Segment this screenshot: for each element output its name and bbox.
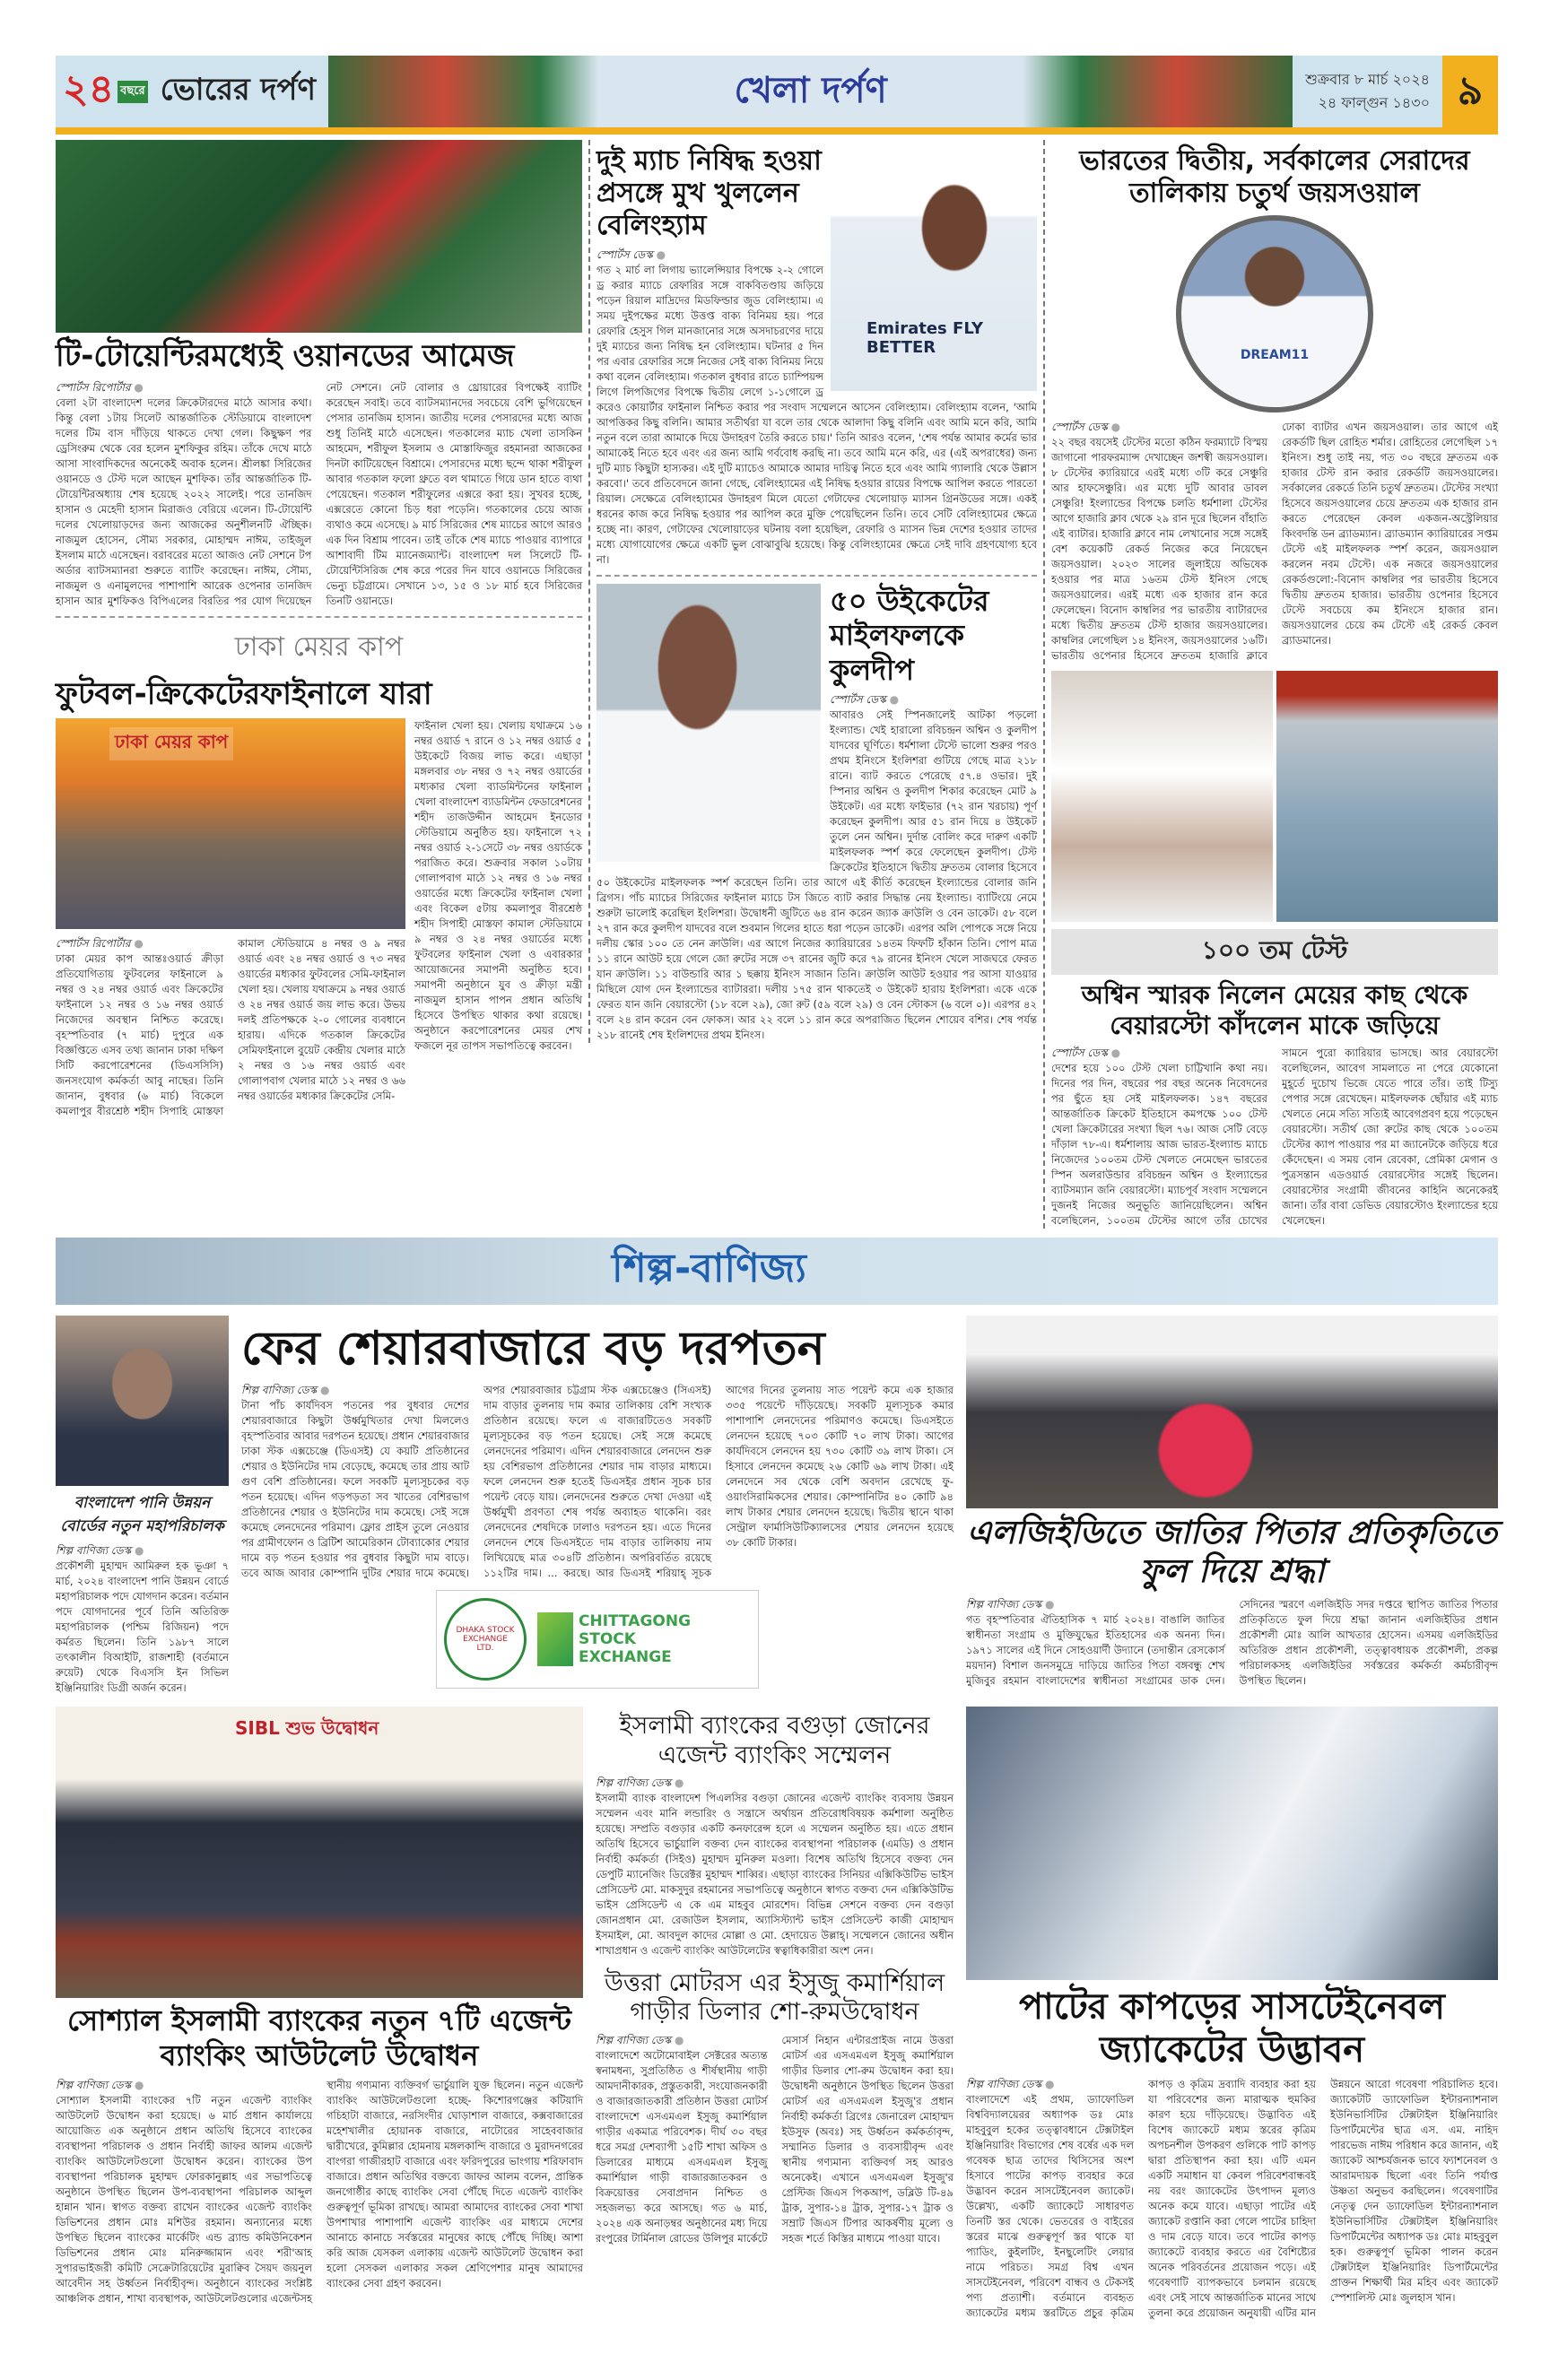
headline-ibbl: ইসলামী ব্যাংকের বগুড়া জোনের এজেন্ট ব্যাংকিং সম্মেলন xyxy=(619,1712,930,1769)
jaiswal-photo xyxy=(1176,215,1373,413)
jersey-sponsor: Emirates FLY BETTER xyxy=(866,319,984,357)
article-body: আবারও সেই স্পিনজালেই আটকা পড়লো ইংল্যান্ড। খেই হারালো রবিচন্দ্রন অশ্বিন ও কুলদীপ যাদবের ঘূর্ণিতে। ধর্মশালা টেস্টে ভালো শুরুর পরও প্রথম ইনিংসে ইংলিশরা গুটিয়ে গেছে মাত্র ২১৮ রানে। ব্যাট করতে পেরেছে ৫৭.৪ ওভার। দুই স্পিনার অশ্বিন ও কুলদীপ শিকার করেছেন মোট ৯ উইকেট। এর মধ্যে ফাইভার (৭২ রান খরচায়) পূর্ণ করেছেন কুলদীপ। আর ৫১ রান দিয়ে ৪ উইকেট তুলে নেন অশ্বিন। দুর্দান্ত বোলিং করে দারুণ একটি মাইলফলক স্পর্শ করে ফেলেছেন কুলদীপ। টেস্ট ক্রিকেটের ইতিহাসে দ্বিতীয় দ্রুততম বোলার হিসেবে ৫০ উইকেটের মাইলফলক স্পর্শ করেছেন তিনি। তার আগে এই কীর্তি করেছেন ইংল্যান্ডের বোলার জনি ব্রিগস। পাঁচ ম্যাচের সিরিজের ফাইনাল ম্যাচে টস জিতে ব্যাট করার সিদ্ধান্ত নেয় ইংল্যান্ড। ব্যাটিংয়ে নেমে শুরুটা ভালোই করেছিল ইংলিশরা। উদ্বোধনী জুটিতে ৬৪ রান করেন জ্যাক ক্রাউলি ও বেন ডাকেট। ৫৮ বলে ২৭ রান করে কুলদীপ যাদবের বলে শুবমান গিলের হাতে ধরা পড়েন ডাকেট। এরপর অলি পোপকে সঙ্গে নিয়ে দলীয় স্কোর ১০০ তে নেন ক্রাউলি। এর আগে নিজের ক্যারিয়ারের ১৪তম ফিফটি হাঁকান তিনি। পোপ মাত্র ১১ রানে আউট হয়ে গেলে জো রুটের সঙ্গে ৩৭ রানের জুটি করে ৭৯ রানের ইনিংস খেলে সাজঘরে ফেরত যান ক্রাউলি। ১১ বাউন্ডারি আর ১ ছক্কায় ইনিংস সাজান তিনি। ক্রাউলি আউট হওয়ার পর আসা যাওয়ার মিছিলে যোগ দেন ইংল্যান্ডের ব্যাটাররা। দলীয় ১৭৫ রান থাকতেই ৩ উইকেট হারায় ইংলিশরা। একে একে ফেরত যান জনি বেয়ারস্টো (১৮ বলে ২৯), জো রুট (৫৯ বলে ২৯) ও বেন স্টোকস (৬ বলে ০)। এরপর ৪২ বলে ২৪ রান করেন বেন ফোকস। আর ২২ বলে ১১ রান করে অপরাজিত ছিলেন শোয়েব বশির। শেষ পর্যন্ত ২১৮ রানেই শেষ ইংলিশদের প্রথম ইনিংস। xyxy=(596,708,1037,1042)
article-t20 xyxy=(56,380,582,609)
article-body: সোশ্যাল ইসলামী ব্যাংকের ৭টি নতুন এজেন্ট ব্যাংকিং আউটলেট উদ্বোধন করা হয়েছে। ৬ মার্চ প্রধান কার্যালয়ে আয়োজিত এক অনুষ্ঠানে প্রধান অতিথি হিসেবে ব্যাংকের ব্যবস্থাপনা পরিচালক ও প্রধান নির্বাহী জাফর আলম এজেন্ট ব্যাংকিং আউটলেটগুলো উদ্বোধন করেন। ব্যাংকের উপ ব্যবস্থাপনা পরিচালক মুহাম্মদ ফোরকানুল্লাহ এর সভাপতিত্বে অনুষ্ঠানে উপস্থিত ছিলেন উপ-ব্যবস্থাপনা পরিচালক আব্দুল হান্নান খান। স্বাগত বক্তব্য রাখেন ব্যাংকের এজেন্ট ব্যাংকিং ডিভিশনের প্রধান মোঃ মশিউর রহমান। অন্যান্যের মধ্যে উপস্থিত ছিলেন ব্যাংকের মার্কেটিং এন্ড ব্র্যান্ড কমিউনিকেশন ডিভিশনের প্রধান মোঃ মনিরুজ্জামান এবং শরী'আহ সুপারভাইজরী কমিটি সেক্রেটারিয়েটের মুরাক্বিব সৈয়দ জয়নুল আবেদীন সহ উর্ধ্বতন নির্বাহীবৃন্দ। অনুষ্ঠানে ব্যাংকের সংশ্লিষ্ট আঞ্চলিক প্রধান, শাখা ব্যবস্থাপক, আউটলেটগুলোর এজেন্টসহ স্থানীয় গণ্যমান্য ব্যক্তিবর্গ ভার্চুয়ালি যুক্ত ছিলেন। নতুন এজেন্ট ব্যাংকিং আউটলেটগুলো হচ্ছে- কিশোরগঞ্জের কটিয়াদি গচিহাটা বাজারে, নরসিংদীর ঘোড়াশাল বাজারে, কক্সবাজারের মহেশখালীর হোয়ানক বাজারে, নাটোরের সাহেববাজার দ্বারীখেরে, কুমিল্লার হোমনায় মঙ্গলকান্দি বাজারে ও মুরাদনগরের বাংগরা গাজীরহাট বাজারে এবং ফরিদপুরের ভাংগায় শরিফাবাদ বাজারে। প্রধান অতিথির বক্তব্যে জাফর আলম বলেন, প্রান্তিক জনগোষ্ঠীর কাছে ব্যাংকিং সেবা পৌঁছে দিতে এজেন্ট ব্যাংকিং গুরুত্বপূর্ণ ভূমিকা রাখছে। আমরা আমাদের ব্যাংকের সেবা শাখা উপশাখার পাশাপাশি এজেন্ট ব্যাংকিং এর মাধ্যমে দেশের আনাচে কানাচে সর্বস্তরের মানুষের কাছে পৌঁছে দিচ্ছি। আশা করি আজ যেসকল এলাকায় এজেন্ট আউটলেট উদ্বোধন করা হলো সেসকল এলাকার সকল শ্রেণিপেশার মানুষ আমাদের ব্যাংকের সেবা গ্রহণ করবেন। xyxy=(56,2078,583,2305)
article-uttara xyxy=(596,2033,954,2246)
article-body: গত বৃহস্পতিবার ঐতিহাসিক ৭ মার্চ ২০২৪। বাঙালি জাতির স্বাধীনতা সংগ্রাম ও মুক্তিযুদ্ধের ইতিহাসের এক অনন্য দিন। ১৯৭১ সালের এই দিনে সোহওয়ার্দী উদ্যানে (তদান্তীন রেসকোর্স ময়দান) বিশাল জনসমুদ্রে দাড়িয়ে জাতির পিতা বঙ্গবন্ধু শেখ মুজিবুর রহমান বাংলাদেশের স্বাধীনতা সংগ্রামের ডাক দেন। সেদিনের স্মরণে এলজিইডি সদর দপ্তরে স্থাপিত জাতির পিতার প্রতিকৃতিতে ফুল দিয়ে শ্রদ্ধা জানান এলজিইডির প্রধান প্রকৌশলী মোঃ আলি আখতার হোসেন। এসময় এলজিইডির অতিরিক্ত প্রধান প্রকৌশলী, তত্ত্বাবধায়ক প্রকৌশলী, প্রকল্প পরিচালকসহ এলজিইডির সর্বস্তরের কর্মকর্তা কর্মচারীবৃন্দ উপস্থিত ছিলেন। xyxy=(966,1597,1498,1687)
byline: স্পোর্টস ডেস্ক ● xyxy=(830,693,899,706)
article-body: টানা পাঁচ কার্যদিবস পতনের পর বুধবার দেশের শেয়ারবাজারে কিছুটা উর্ধ্বমুখিতার দেখা মিললেও বৃহস্পতিবার আবার দরপতন হয়েছে। প্রধান শেয়ারবাজার ঢাকা স্টক এক্সচেঞ্জে (ডিএসই) যে কয়টি প্রতিষ্ঠানের শেয়ার ও ইউনিটের দাম বেড়েছে, কমেছে তার প্রায় আট গুণ বেশি প্রতিষ্ঠানের। ফলে সবকটি মূল্যসূচকের বড় পতন হয়েছে। এদিন গড়পড়তা সব খাতের বেশিরভাগ প্রতিষ্ঠানের শেয়ার ও ইউনিটের দাম কমেছে। সেই সঙ্গে কমেছে লেনদেনের পরিমাণ। ফ্লোর প্রাইস তুলে নেওয়ার পর গ্রামীণফোন ও ব্রিটিশ আমেরিকান টোব্যাকোর শেয়ার দামে বড় পতন হওয়ার পর বুধবার কিছুটা দাম বাড়ে। তবে আজ আবার কোম্পানি দুটির শেয়ার দামে কমেছে। অপর শেয়ারবাজার চট্টগ্রাম স্টক এক্সচেঞ্জেও (সিএসই) দাম বাড়ার তুলনায় দাম কমার তালিকায় বেশি সংখ্যক প্রতিষ্ঠান রয়েছে। ফলে এ বাজারটিতেও সবকটি মূল্যসূচকের বড় পতন হয়েছে। সেই সঙ্গে কমেছে লেনদেনের পরিমাণ। এদিন শেয়ারবাজারে লেনদেন শুরু হয় বেশিরভাগ প্রতিষ্ঠানের শেয়ার দাম বাড়ার মাধ্যমে। ফলে লেনদেন শুরু হতেই ডিএসইর প্রধান সূচক চার পয়েন্ট বেড়ে যায়। লেনদেনের শুরুতে দেখা দেওয়া এই উর্ধ্বমুখী প্রবণতা শেষ পর্যন্ত অব্যাহত থাকেনি। বরং লেনদেনের শেষদিকে ঢালাও দরপতন হয়। এতে দিনের লেনদেন শেষে ডিএসইতে দাম বাড়ার তালিকায় নাম লিখিয়েছে মাত্র ৩০৪টি প্রতিষ্ঠান। অপরিবর্তিত রয়েছে ১১২টির দাম। ... করছে। আর ডিএসই শরিয়াহ্ সূচক আগের দিনের তুলনায় সাত পয়েন্ট কমে এক হাজার ৩৩৫ পয়েন্টে দাঁড়িয়েছে। সবকটি মূল্যসূচক কমার পাশাপাশি লেনদেনের পরিমাণও কমেছে। ডিএসইতে লেনদেন হয়েছে ৭০৩ কোটি ৭০ লাখ টাকা। আগের কার্যদিবসে লেনদেন হয় ৭৩০ কোটি ৩৯ লাখ টাকা। সে হিসাবে লেনদেন কমেছে ২৬ কোটি ৬৯ লাখ টাকা। এই লেনদেনে সব থেকে বেশি অবদান রেখেছে ফু-ওয়াংসিরামিকসের শেয়ার। কোম্পানিটির ৪০ কোটি ৯৪ লাখ টাকার শেয়ার লেনদেন হয়েছে। দ্বিতীয় স্থানে থাকা সেন্ট্রাল ফার্মাসিউটিক্যালসের শেয়ার লেনদেন হয়েছে ৩৮ কোটি টাকার। xyxy=(241,1383,954,1579)
article-mayor-cup xyxy=(56,936,405,1119)
sibl-banner-text: SIBL শুভ উদ্বোধন xyxy=(235,1717,379,1740)
business-row-1 xyxy=(56,1316,1498,1696)
jute-jacket-photo xyxy=(966,1707,1498,1980)
byline: শিল্প বাণিজ্য ডেস্ক ● xyxy=(596,2034,684,2046)
byline: শিল্প বাণিজ্য ডেস্ক ● xyxy=(596,1776,684,1789)
sports-column-3 xyxy=(1043,140,1498,1229)
sports-column-1 xyxy=(56,140,588,1119)
article-body: ঢাকা মেয়র কাপ আন্তঃওয়ার্ড ক্রীড়া প্রতিযোগিতায় ফুটবলের ফাইনালে ৯ নম্বর ও ২৪ নম্বর ওয়ার্ড এবং ক্রিকেটের ফাইনালে ১২ নম্বর ও ১৬ নম্বর ওয়ার্ড নিজেদের অবস্থান নিশ্চিত করেছে। বৃহস্পতিবার (৭ মার্চ) দুপুরে এক বিজ্ঞপ্তিতে এসব তথ্য জানান ঢাকা দক্ষিণ সিটি করপোরেশনের (ডিএসসিসি) জনসংযোগ কর্মকর্তা আবু নাছের। তিনি জানান, বুধবার (৬ মার্চ) বিকেলে কমলাপুর বীরশ্রেষ্ঠ শহীদ সিপাহি মোস্তফা কামাল স্টেডিয়ামে ৪ নম্বর ও ৯ নম্বর ওয়ার্ড এবং ২৪ নম্বর ওয়ার্ড ও ৭৩ নম্বর ওয়ার্ডের মধ্যকার ফুটবলের সেমি-ফাইনাল খেলা হয়। খেলায় যথাক্রমে ৯ নম্বর ওয়ার্ড ও ২৪ নম্বর ওয়ার্ড জয় লাভ করে। উভয় দলই প্রতিপক্ষকে ২-০ গোলের ব্যবধানে হারায়। এদিকে গতকাল ক্রিকেটের সেমিফাইনালে বুয়েট কেন্দ্রীয় খেলার মাঠে ২ নম্বর ও ১৬ নম্বর ওয়ার্ড এবং গোলাপবাগ খেলার মাঠে ১২ নম্বর ও ৬৬ নম্বর ওয়ার্ডের মধ্যকার ক্রিকেটের সেমি- xyxy=(56,936,405,1117)
headline-share-market: ফের শেয়ারবাজারে বড় দরপতন xyxy=(241,1322,825,1377)
date-bengali: ২৪ ফাল্গুন ১৪৩০ xyxy=(1318,94,1430,111)
article-body: দেশের হয়ে ১০০ টেস্ট খেলা চাট্টিখানি কথা নয়। দিনের পর দিন, বছরের পর বছর অনেক নিবেদনের পর ছুঁতে হয় সেই মাইলফলক। ১৪৭ বছরের আন্তর্জাতিক ক্রিকেট ইতিহাসে কমপক্ষে ১০০ টেস্ট খেলা ক্রিকেটারের সংখ্যা ছিল ৭৬। আজ সেটি বেড়ে দাঁড়াল ৭৮-এ। ধর্মশালায় আজ ভারত-ইংল্যান্ড ম্যাচে নিজেদের ১০০তম টেস্ট খেলতে নেমেছেন ভারতের স্পিন অলরাউন্ডার রবিচন্দ্রন অশ্বিন ও ইংল্যান্ডের ব্যাটসম্যান জনি বেয়ারস্টো। ম্যাচপূর্ব সংবাদ সম্মেলনে দুজনই নিজের অনুভূতি জানিয়েছিলেন। অশ্বিন বলেছিলেন, ১০০তম টেস্টের আগে তাঁর চোখের সামনে পুরো ক্যারিয়ার ভাসছে। আর বেয়ারস্টো বলেছিলেন, আবেগ সামলাতে না পেরে যেকোনো মুহূর্তে দুচোখ ভিজে যেতে পারে তাঁর। তাই টিস্যু পেপার সঙ্গে রেখেছেন। মাইলফলক ছোঁয়ার এই ম্যাচ খেলতে নেমে সত্যি সত্যিই আবেগপ্রবণ হয়ে পড়েছেন বেয়ারস্টো। সতীর্থ জো রুটের কাছ থেকে ১০০তম টেস্টের ক্যাপ পাওয়ার পর মা জ্যানেটকে জড়িয়ে ধরে কেঁদেছেন। এ সময় বোন রেবেকা, প্রেমিকা মেগান ও পুত্রসন্তান এডওয়ার্ড বেয়ারস্টোর সঙ্গেই ছিলেন। বেয়ারস্টোর সংগ্রামী জীবনের কাহিনি অনেকেরই জানা। তাঁর বাবা ডেভিড বেয়ারস্টোও ইংল্যান্ডের হয়ে খেলেছেন। xyxy=(1051,1047,1498,1228)
headline-ashwin: অশ্বিন স্মারক নিলেন মেয়ের কাছ থেকে বেয়ারস্টো কাঁদলেন মাকে জড়িয়ে xyxy=(1081,980,1468,1040)
years-label: বছরে xyxy=(118,81,148,103)
byline: স্পোর্টস ডেস্ক ● xyxy=(1051,1047,1120,1059)
article-lged xyxy=(966,1597,1498,1689)
article-body: বাংলাদেশে অটোমোবাইল সেক্টরের অত্যন্ত স্বনামধন্য, সুপ্রতিষ্ঠিত ও শীর্ষস্থানীয় গাড়ী আমদানীকারক, প্রস্তুতকারী, সংযোজনকারী ও বাজারজাতকারী প্রতিষ্ঠান উত্তরা মোটর্স বাংলাদেশে এসএমএল ইসুজু কমার্শিয়াল গাড়ীর একমাত্র পরিবেশক। দীর্ঘ ৩০ বছর ধরে সমগ্র দেশব্যাপী ১৫টি শাখা অফিস ও ডিলারের মাধ্যমে এসএমএল ইসুজু কমার্শিয়াল গাড়ী বাজারজাতকরন ও বিক্রয়োত্তর সেবাপ্রদান নিশ্চিত ও সহজলভ্য করে আসছে। গত ৬ মার্চ, ২০২৪ এক অনাড়ম্বর অনুষ্ঠানের মধ্য দিয়ে রংপুরের টার্মিনাল রোডের উলিপুর মার্কেটে মেসার্স নিহান এন্টারপ্রাইজ নামে উত্তরা মোটর্স এর এসএমএল ইসুজু কমার্শিয়াল গাড়ীর ডিলার শো-রুম উদ্বোধন করা হয়। উদ্বোধনী অনুষ্ঠানে উপস্থিত ছিলেন উত্তরা মোটর্স এর এসএমএল ইসুজু'র প্রধান নির্বাহী কর্মকর্তা ব্রিগেঃ জেনারেল মোহাম্মদ ইউসুফ (অবঃ) সহ উর্ধ্বতন কর্মকর্তাবৃন্দ, সম্মানিত ডিলার ও ব্যবসায়ীবৃন্দ এবং স্থানীয় গণ্যমান্য ব্যক্তিবর্গ সহ আরও অনেকেই। এখানে এসএমএল ইসুজু'র প্রেস্টিজ জিএস পিকআপ, ডব্লিউ টি-৪৯ ট্রাক, সুপার-১৪ ট্রাক, সুপার-১৭ ট্রাক ও সম্রাট জিএস টিপার আকর্ষণীয় মূল্যে ও সহজ শর্তে কিস্তির মাধ্যমে পাওয়া যাবে। xyxy=(596,2033,954,2245)
headline-uttara: উত্তরা মোটরস এর ইসুজু কমার্শিয়াল গাড়ীর ডিলার শো-রুমউদ্বোধন xyxy=(604,1968,945,2027)
kicker-100th-test: ১০০ তম টেস্ট xyxy=(1051,929,1498,975)
mayor-cup-left xyxy=(56,718,405,1119)
share-column xyxy=(235,1316,960,1688)
section-banner xyxy=(328,56,1293,127)
ibbl-uttara-column xyxy=(589,1707,960,2246)
jute-column xyxy=(960,1707,1498,2321)
article-ibbl xyxy=(596,1776,954,1959)
page-number: ৯ xyxy=(1442,56,1498,127)
byline: শিল্প বাণিজ্য ডেস্ক ● xyxy=(241,1384,329,1396)
100th-test-photos xyxy=(1051,671,1498,922)
masthead xyxy=(56,56,1498,135)
article-body: বাংলাদেশে এই প্রথম, ড্যাফোডিল বিশ্ববিদ্যালয়েরর অধ্যাপক ডঃ মোঃ মাহবুবুল হকের তত্ত্বাবধানে টেক্সটাইল ইঞ্জিনিয়ারিং বিভাগের শেষ বর্ষের এক দল গবেষক ছাত্র তাদের থিসিসের অংশ হিসাবে পাটের কাপড় ব্যবহার করে উদ্ভাবন করেন সাসটেইনেবল জ্যাকেট। উল্লেখ্য, একটি জ্যাকেটে সাধারণত তিনটি স্তর থেকে। ভেতরের ও বাইরের স্তরের মাঝে গুরুত্বপূর্ণ স্তর থাকে যা প্যাডিং, কুইলটিং, ইনছুলেটিং লেয়ার নামে পরিচত। সমগ্র বিশ্ব এখন সাসটেইনেবল, পরিবেশ বান্ধব ও টেকসই পণ্য প্রত্যাশী। বর্তমানে ব্যবহৃত জ্যাকেটের মধ্যম স্তরটিতে প্রচুর কৃত্রিম কাপড় ও কৃত্রিম দ্রব্যাদি ব্যবহার করা হয় যা পরিবেশের জন্য মারাত্মক হুমকির কারণ হয়ে দাঁড়িয়েছে। উদ্ভাবিত এই বিশেষ জ্যাকেটে মধ্যম স্তরের কৃত্রিম অপচনশীল উপকরণ গুলিকে পাট কাপড় দ্বারা প্রতিস্থাপন করা হয়। এটি এমন একটি সমাধান যা কেবল পরিবেশবান্ধবই নয় বরং জ্যাকেটের উৎপাদন মূল্যও অনেক কমে যাবে। এছাড়া পাটের এই জ্যাকেট রপ্তানি করা গেলে পাটের চাহিদা ও দাম বেড়ে যাবে। তবে পাটের কাপড় জ্যাকেটে ব্যবহার করতে এর বৈশিষ্ট্যের অনেক পরিবর্তনের প্রয়োজন পড়ে। এই গবেষণাটি ব্যাপকভাবে চলমান রয়েছে এবং সেই সাথে আন্তর্জাতিক মানের সাথে তুলনা করে প্রয়োজন অনুযায়ী এটির মান উন্নয়নে আরো গবেষণা পরিচালিত হবে। জ্যাকেটটি ড্যাফোডিল ইন্টারন্যাশনাল ইউনিভার্সিটির টেক্সটাইল ইঞ্জিনিয়ারিং ডিপার্টমেন্টের ছাত্র এস. এম. নাহিদ পারভেজ নাঈম পরিধান করে জানান, এই জ্যাকেট আশ্চর্যজনক ভাবে ফ্যাশনেবল ও আরামদায়ক ছিলো এবং তিনি পর্যাপ্ত উষ্ণতা অনুভব করছিলেন। গবেষণাটির নেতৃত্ব দেন ড্যাফোডিল ইন্টারন্যাশনাল ইউনিভার্সিটির টেক্সটাইল ইঞ্জিনিয়ারিং ডিপার্টমেন্টের অধ্যাপক ডঃ মোঃ মাহবুবুল হক। গুরুত্বপূর্ণ ভূমিকা পালন করেন টেক্সটাইল ইঞ্জিনিয়ারিং ডিপার্টমেন্টের প্রাক্তন শিক্ষার্থী মির মহিব এবং জ্যাকেট স্পেশালিস্ট মোঃ জুলহাস খান। xyxy=(966,2078,1498,2320)
anniversary-logo xyxy=(56,59,148,125)
byline: শিল্প বাণিজ্য ডেস্ক ● xyxy=(966,2078,1054,2090)
date-gregorian: শুক্রবার ৮ মার্চ ২০২৪ xyxy=(1305,71,1430,88)
jersey-sponsor: DREAM11 xyxy=(1240,348,1310,362)
section-divider xyxy=(56,616,582,618)
article-jaiswal xyxy=(1051,420,1498,664)
byline: শিল্প বাণিজ্য ডেস্ক ● xyxy=(966,1598,1054,1611)
article-body: ইসলামী ব্যাংক বাংলাদেশ পিএলসির বগুড়া জোনের এজেন্ট ব্যাংকিং ব্যবসায় উন্নয়ন সম্মেলন এবং মানি লন্ডারিং ও সন্ত্রাসে অর্থায়ন প্রতিরোধবিষয়ক কর্মশালা অনুষ্ঠিত হয়েছে। সম্প্রতি বগুড়ার একটি কনফারেন্স হলে এ সম্মেলন অনুষ্ঠিত হয়। এতে প্রধান অতিথি হিসেবে ভার্চুয়ালি বক্তব্য দেন ব্যাংকের ব্যবস্থাপনা পরিচালক (এমডি) ও প্রধান নির্বাহী কর্মকর্তা (সিইও) মুহাম্মদ মুনিরুল মওলা। বিশেষ অতিথি হিসেবে বক্তব্য দেন ডেপুটি ম্যানেজিং ডিরেক্টর মুহাম্মদ শাব্বির। এছাড়া ব্যাংকের সিনিয়র এক্সিকিউটিভ ভাইস প্রেসিডেন্ট মো. মাকসুদুর রহমানের সভাপতিত্বে অনুষ্ঠানে স্বাগত বক্তব্য দেন এক্সিকিউটিভ ভাইস প্রেসিডেন্ট এ কে এম মাহবুব মোরশেদ। বিভিন্ন সেশনে বক্তব্য দেন বগুড়া জোনপ্রধান মো. রেজাউল ইসলাম, অ্যাসিস্ট্যান্ট ভাইস প্রেসিডেন্ট কাজী মোহাম্মদ ইসমাইল, মো. আবদুল কাদের মোল্লা ও মো. হেদায়েত উল্লাহ্। সম্মেলনে জোনের অধীন শাখাপ্রধান ও এজেন্ট ব্যাংকিং আউটলেটের স্বত্বাধিকারীরা অংশ নেন। xyxy=(596,1791,954,1957)
newspaper-page xyxy=(56,0,1498,2321)
headline-kuldeep: ৫০ উইকেটের মাইলফলকে কুলদীপ xyxy=(830,584,989,687)
article-body: প্রকৌশলী মুহাম্মদ আমিরুল হক ভূঞা ৭ মার্চ, ২০২৪ বাংলাদেশ পানি উন্নয়ন বোর্ডে মহাপরিচালক পদে যোগদান করেন। বর্তমান পদে যোগদানের পূর্বে তিনি অতিরিক্ত মহাপরিচালক (পশ্চিম রিজিয়ন) পদে কর্মরত ছিলেন। তিনি ১৯৮৭ সালে তৎকালীন বিআইটি, রাজশাহী (বর্তমানে রুয়েট) থেকে বিএসসি ইন সিভিল ইঞ্জিনিয়ারিং ডিগ্রী অর্জন করেন। xyxy=(56,1559,229,1695)
headline-bellingham: দুই ম্যাচ নিষিদ্ধ হওয়া প্রসঙ্গে মুখ খুললেন বেলিংহ্যাম xyxy=(596,145,822,241)
photo-banner-text: ঢাকা মেয়র কাপ xyxy=(109,727,233,760)
bairstow-photo xyxy=(1276,671,1498,922)
article-body: ২২ বছর বয়সেই টেস্টের মতো কঠিন ফরম্যাটে বিস্ময় জাগানো পারফরম্যান্স দেখাচ্ছেন জশস্বী জয়সওয়াল। ৮ টেস্টের ক্যারিয়ারে এরই মধ্যে ৩টি করে সেঞ্চুরি আর হাফসেঞ্চুরি। এর মধ্যে দুটি আবার ডাবল সেঞ্চুরি! ইংল্যান্ডের বিপক্ষে চলতি ধর্মশালা টেস্টের আগে হাজারি ক্লাব থেকে ২৯ রান দূরে ছিলেন বাঁহাতি এই ব্যাটার। হাজারি ক্লাবে নাম লেখানোর সঙ্গে সঙ্গেই বেশ কয়েকটি রেকর্ড নিজের করে নিয়েছেন জয়সওয়াল। ২০২৩ সালের জুলাইয়ে অভিষেক হওয়ার পর মাত্র ১৬তম টেস্ট ইনিংস গেছে জয়সওয়ালের। এরই মধ্যে এক হাজার রান করে ফেলেছেন। বিনোদ কাম্বলির পর ভারতীয় ব্যাটারদের মধ্যে দ্বিতীয় দ্রুততম টেস্ট হাজার জয়সওয়ালের। কাম্বলির লেগেছিল ১৪ ইনিংস, জয়সওয়ালের ১৬টি। ভারতীয় ওপেনার হিসেবে দ্রুততম হাজারি ক্লাবে ঢোকা ব্যাটার এখন জয়সওয়াল। তার আগে এই রেকর্ডটি ছিল রোহিত শর্মার। রোহিতের লেগেছিল ১৭ ইনিংস। শুধু তাই নয়, গত ৩০ বছরে দ্রুততম এক হাজার টেস্ট রান করার রেকর্ডটি জয়সওয়ালের। সর্বকালের রেকর্ডে তিনি চতুর্থ দ্রুততম। টেস্টের সংখ্যা হিসেবে জয়সওয়ালের চেয়ে দ্রুততম এক হাজার রান করতে পেরেছেন কেবল একজন-অস্ট্রেলিয়ার কিংবদন্তি ডন ব্র্যাডম্যান। ব্র্যাডম্যান ক্যারিয়ারের সপ্তম টেস্টে এই মাইলফলক স্পর্শ করেন, জয়সওয়াল করলেন নবম টেস্টে। এক নজরে জয়সওয়ালের রেকর্ডগুলো:-বিনোদ কাম্বলির পর ভারতীয় হিসেবে দ্বিতীয় দ্রুততম হাজার। ভারতীয় ওপেনার হিসেবে টেস্টে সবচেয়ে কম ইনিংসে হাজার রান। জয়সওয়ালের চেয়ে কম টেস্টে এই রেকর্ড কেবল ব্র্যাডমানের। xyxy=(1051,421,1498,662)
jaiswal-photo-wrap xyxy=(1051,215,1498,413)
sports-column-2 xyxy=(588,140,1043,1043)
article-ashwin xyxy=(1051,1046,1498,1229)
business-section-banner xyxy=(56,1238,1498,1305)
section-title: খেলা দর্পণ xyxy=(726,62,896,122)
years-number: ২৪ xyxy=(63,65,115,112)
business-row-2 xyxy=(56,1707,1498,2321)
article-sibl xyxy=(56,2078,583,2306)
stock-exchange-logos xyxy=(436,1590,759,1689)
bwdb-caption: বাংলাদেশ পানি উন্নয়ন বোর্ডের নতুন মহাপরিচালক xyxy=(60,1494,224,1536)
article-bwdb xyxy=(56,1543,229,1696)
article-body: গত ২ মার্চ লা লিগায় ভ্যালেন্সিয়ার বিপক্ষে ২-২ গোলে ড্র করার ম্যাচে রেফারির সঙ্গে বাকবিতণ্ডায় জড়িয়ে পড়েন রিয়াল মাদ্রিদের মিডফিল্ডার জুড বেলিংহ্যাম। এ সময় দুইপক্ষের মধ্যে উত্তপ্ত বাক্য বিনিময় হয়। পরে রেফারি হেসুস গিল মানজানোর সঙ্গে অসদাচরণের দায়ে দুই ম্যাচের জন্য নিষিদ্ধ হন বেলিংহ্যাম। ঘটনার ৫ দিন পর এবার রেফারির সঙ্গে নিজের সেই বাক্য বিনিময় নিয়ে কথা বলেন বেলিংহ্যাম। গতকাল বুধবার রাতে চ্যাম্পিয়ন্স লিগে লিপজিগের বিপক্ষে দ্বিতীয় লেগে ১-১গোলে ড্র করেও কোয়ার্টার ফাইনাল নিশ্চিত করার পর সংবাদ সম্মেলনে আসেন বেলিংহ্যাম। বেলিংহ্যাম বলেন, 'আমি আপত্তিকর কিছু বলিনি। আমার সতীর্থরা যা বলে তার থেকে আলাদা কিছু বলিনি এবং আমি মনে করি, আমি নতুন বলে তারা আমাকে দিয়ে উদাহরণ তৈরি করতে চায়।' তিনি আরও বলেন, 'শেষ পর্যন্ত আমার কর্মের ভার আমাকেই নিতে হবে এবং এর জন্য আমি গর্ববোধ করছি না। তবে আমি মনে করি, এর (এই অপরাধের) জন্য দুটি ম্যাচ কিছুটা হাস্যকর। এই দুটি ম্যাচেও আমাকে আমার দায়িত্ব নিতে হবে এবং আমি গ্যালারি থেকে উল্লাস করবো।' তবে প্রতিবেদনে জানা গেছে, বেলিংহ্যামের এই নিষিদ্ধ হওয়ার রায়ের বিপক্ষে আপিল করতে পারতো রিয়াল। সেক্ষেত্রে বেলিংহ্যামের উদাহরণ মিলে যেতো গেটাফের খেলোয়াড় ম্যাসন গ্রিনউডের সঙ্গে। একই ধরনের কাজ করে নিষিদ্ধ হওয়ার পর আপিল করে মুক্তি পেয়েছিলেন তিনি। তবে সেটি বেলিংহ্যামের ক্ষেত্রে হচ্ছে না। কারণ, গেটাফের খেলোয়াড়ের ঘটনায় বলা হয়েছিল, রেফারি ও ম্যাসন ভিন্ন দেশের হওয়ার তাদের মধ্যে যোগাযোগের ক্ষেত্রে একটি ভুল বোঝাবুঝি হয়েছে। কিন্তু বেলিংহ্যামের ক্ষেত্রে সেই দাবি গ্রহণযোগ্য হবে না। xyxy=(596,264,1037,566)
article-jute xyxy=(966,2077,1498,2321)
section-divider xyxy=(596,575,1037,577)
headline-sibl: সোশ্যাল ইসলামী ব্যাংকের নতুন ৭টি এজেন্ট ব্যাংকিং আউটলেট উদ্বোধন xyxy=(67,2003,571,2072)
date-block xyxy=(1305,68,1430,115)
kicker-mayor-cup: ঢাকা মেয়র কাপ xyxy=(234,630,404,663)
byline: স্পোর্টস রিপোর্টার ● xyxy=(56,937,144,950)
mayor-cup-body-right: ফাইনাল খেলা হয়। খেলায় যথাক্রমে ১৬ নম্বর ওয়ার্ড ৭ রানে ও ১২ নম্বর ওয়ার্ড ৫ উইকেটে বিজয় লাভ করে। এছাড়া মঙ্গলবার ৩৮ নম্বর ও ৭২ নম্বর ওয়ার্ডের মধ্যকার খেলা ব্যাডমিন্টনের ফাইনাল খেলা বাংলাদেশ ব্যাডমিন্টন ফেডারেশনের শহীদ তাজউদ্দীন আহমেদ ইনডোর স্টেডিয়ামে অনুষ্ঠিত হয়। ফাইনালে ৭২ নম্বর ওয়ার্ড ২-১সেটে ৩৮ নম্বর ওয়ার্ডকে পরাজিত করে। শুক্রবার সকাল ১০টায় গোলাপবাগ মাঠে ১২ নম্বর ও ১৬ নম্বর ওয়ার্ডের মধ্যে ক্রিকেটের ফাইনাল খেলা এবং বিকেল ৫টায় কমলাপুর বীরশ্রেষ্ঠ শহীদ সিপাহী মোস্তফা কামাল স্টেডিয়ামে ৯ নম্বর ও ২৪ নম্বর ওয়ার্ডের মধ্যে ফুটবলের ফাইনাল খেলা ও এবারকার আয়োজনের সমাপনী অনুষ্ঠিত হবে। সমাপনী অনুষ্ঠানে যুব ও ক্রীড়া মন্ত্রী নাজমুল হাসান পাপন প্রধান অতিথি হিসেবে উপস্থিত থাকার কথা রয়েছে। অনুষ্ঠানে করপোরেশনের মেয়র শেখ ফজলে নূর তাপস সভাপতিত্বে করবেন। xyxy=(414,718,582,1052)
cse-mark xyxy=(537,1612,573,1666)
byline: শিল্প বাণিজ্য ডেস্ক ● xyxy=(56,1544,144,1557)
sports-section xyxy=(56,140,1498,1229)
bangladesh-team-photo xyxy=(56,140,582,333)
byline: স্পোর্টস রিপোর্টার ● xyxy=(56,381,144,394)
bwdb-column xyxy=(56,1316,235,1696)
article-body: বেলা ২টা বাংলাদেশ দলের ক্রিকেটারদের মাঠে আসার কথা। কিন্তু বেলা ১টায় সিলেট আন্তর্জাতিক স্টেডিয়ামে বাংলাদেশ দলের টিম বাস দাঁড়িয়ে থাকতে দেখা গেল। কিছুক্ষণ পর ড্রেসিংরুম থেকে বের হলেন মুশফিকুর রহিম। তাঁকে দেখে মাঠে আসা সাংবাদিকদের অনেকেই অবাক হলেন। শ্রীলঙ্কা সিরিজের ওয়ানডে ও টেস্ট দলে আছেন মুশফিক। তাঁর আন্তর্জাতিক টি-টোয়েন্টিরঅধ্যায় শেষ হয়েছে ২০২২ সালেই। পরে তানজিদ হাসান ও মেহেদী হাসান মিরাজও বেরিয়ে এলেন। টি-টোয়েন্টি দলের খেলোয়াড়দের জন্য আজকের অনুশীলনটি ঐচ্ছিক। নাজমুল হোসেন, সৌম্য সরকার, মোহাম্মদ নাঈম, তাইজুল ইসলাম মাঠে এসেছেন। বরাবরের মতো আজও নেট সেশনে টপ অর্ডার ব্যাটসম্যানরা শুরুতে ব্যাটিং করেছেন। নাঈম, সৌম্য, নাজমুল ও এনামুলদের পাশাপাশি আরেক ওপেনার তানজিদ হাসান আর মুশফিকও বিপিএলের বিরতির পর যোগ দিয়েছেন নেট সেশনে। নেট বোলার ও থ্রোয়ারের বিপক্ষেই ব্যাটিং করেছেন সবাই। তবে ব্যাটসম্যানদের সবচেয়ে বেশি ভুগিয়েছেন পেসার তানজিম হাসান। জাতীয় দলের পেসারদের মধ্যে আজ শুধু তিনিই মাঠে এসেছেন। গতকালের ম্যাচ খেলা তাসকিন আহমেদ, শরীফুল ইসলাম ও মোস্তাফিজুর রহমানরা আজকের দিনটা কাটিয়েছেন বিশ্রামে। পেসারদের মধ্যে ছন্দে থাকা শরীফুল আবার গতকাল ফলো থ্রুতে বল থামাতে গিয়ে ডান হাতে ব্যথা পেয়েছেন। গতকাল শরীফুলের এক্সরে করা হয়। সুখবর হচ্ছে, এক্সরেতে কোনো চিড় ধরা পড়েনি। গতকালের চেয়ে আজ ব্যথাও কমে এসেছে। ৯ মার্চ সিরিজের শেষ ম্যাচের আগে আরও এক দিন বিশ্রাম পাবেন। তাই তাঁকে শেষ ম্যাচে পাওয়ার ব্যাপারে আশাবাদী টিম ম্যানেজম্যান্ট। বাংলাদেশ দল সিলেটে টি-টোয়েন্টিসিরিজ শেষ করে পরের দিন যাবে ওয়ানডে সিরিজের ভেন্যু চট্টগ্রামে। সেখানে ১৩, ১৫ ও ১৮ মার্চ হবে সিরিজের তিনটি ওয়ানডে। xyxy=(56,380,582,607)
sibl-event-photo xyxy=(56,1707,583,1998)
bwdb-dg-photo xyxy=(56,1316,229,1486)
headline-jute: পাটের কাপড়ের সাসটেইনেবল জ্যাকেটের উদ্ভাবন xyxy=(1019,1986,1445,2072)
headline-mayor-cup: ফুটবল-ক্রিকেটেরফাইনালে যারা xyxy=(56,675,432,712)
headline-jaiswal: ভারতের দ্বিতীয়, সর্বকালের সেরাদের তালিকায় চতুর্থ জয়সওয়াল xyxy=(1079,145,1470,209)
mayor-cup-photo xyxy=(56,718,405,929)
ashwin-photo xyxy=(1051,671,1273,922)
lged-column xyxy=(960,1316,1498,1688)
byline: স্পোর্টস ডেস্ক ● xyxy=(1051,421,1120,433)
lged-tribute-photo xyxy=(966,1316,1498,1508)
cse-logo xyxy=(537,1612,731,1666)
bellingham-photo xyxy=(831,140,1037,391)
mayor-cup-top xyxy=(56,718,582,1119)
kuldeep-photo xyxy=(596,584,821,862)
business-section-title: শিল্প-বাণিজ্য xyxy=(612,1246,806,1292)
dse-logo: DHAKA STOCK EXCHANGE LTD. xyxy=(444,1598,527,1681)
byline: স্পোর্টস ডেস্ক ● xyxy=(596,248,666,261)
byline: শিল্প বাণিজ্য ডেস্ক ● xyxy=(56,2079,144,2091)
paper-name: ভোরের দর্পণ xyxy=(160,71,317,108)
headline-t20: টি-টোয়েন্টিরমধ্যেই ওয়ানডের আমেজ xyxy=(56,338,515,374)
headline-lged: এলজিইডিতে জাতির পিতার প্রতিকৃতিতে ফুল দিয়ে শ্রদ্ধা xyxy=(966,1515,1498,1591)
sibl-column xyxy=(56,1707,589,2306)
cse-name: CHITTAGONG STOCK EXCHANGE xyxy=(579,1611,692,1666)
article-share-market xyxy=(241,1383,954,1581)
